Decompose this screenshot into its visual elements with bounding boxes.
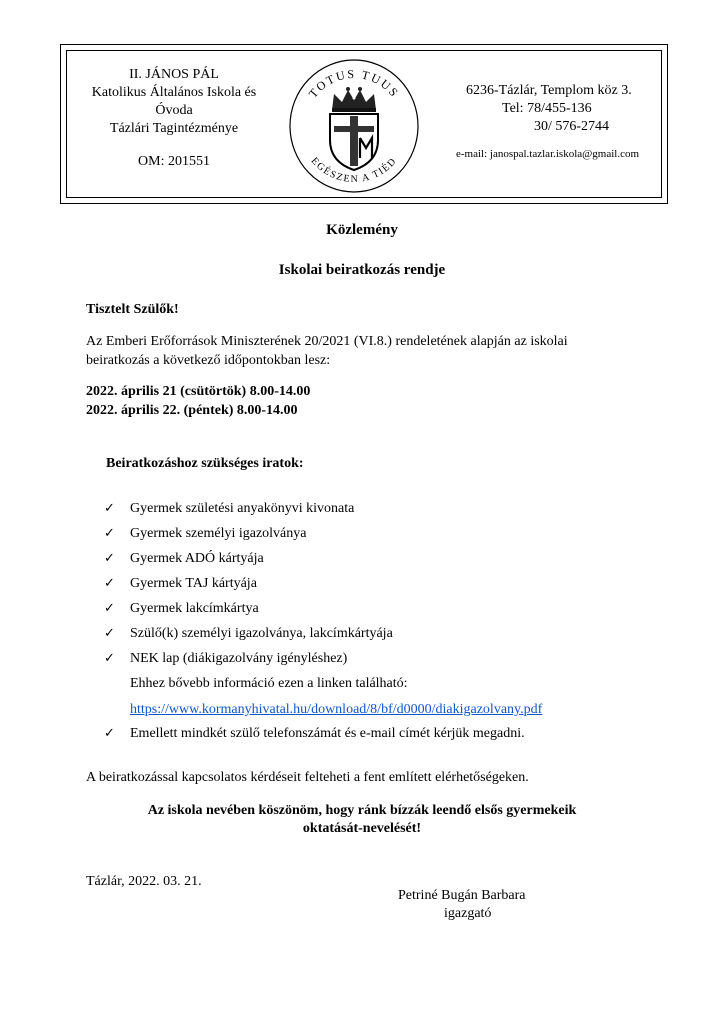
list-item xyxy=(104,650,393,675)
school-seal-icon xyxy=(286,54,422,194)
closing-line-1: Az iskola nevében köszönöm, hogy ránk bízzák leendő elsős gyermekeik xyxy=(147,803,577,818)
checkmark-icon: ✓ xyxy=(104,576,115,591)
closing-message xyxy=(0,802,724,838)
checkmark-icon: ✓ xyxy=(104,501,115,516)
seal-top-text: TOTUS TUUS xyxy=(305,66,403,101)
enrollment-dates xyxy=(86,382,310,420)
list-item xyxy=(104,600,393,625)
doc-label: Szülő(k) személyi igazolványa, lakcímkártyája xyxy=(130,626,393,641)
checkmark-icon: ✓ xyxy=(104,651,115,666)
phone-primary: Tel: 78/455-136 xyxy=(502,101,592,116)
school-line-1: II. JÁNOS PÁL xyxy=(129,67,219,82)
doc-label: Gyermek személyi igazolványa xyxy=(130,526,307,541)
svg-text:TOTUS TUUS xyxy=(306,67,402,101)
doc-label: Emellett mindkét szülő telefonszámát és e-mail címét kérjük megadni. xyxy=(130,726,525,741)
crown-icon xyxy=(332,87,376,112)
questions-note: A beiratkozással kapcsolatos kérdéseit felteheti a fent említett elérhetőségeken. xyxy=(86,770,529,785)
greeting: Tisztelt Szülők! xyxy=(86,302,179,317)
doc-label: NEK lap (diákigazolvány igényléshez) xyxy=(130,651,348,666)
list-item-last xyxy=(104,726,525,742)
seal-bottom-text: EGÉSZEN A TIÉD xyxy=(308,155,400,186)
date-1: 2022. április 21 (csütörtök) 8.00-14.00 xyxy=(86,384,311,399)
school-line-3: Óvoda xyxy=(155,103,193,118)
signer-name: Petriné Bugán Barbara xyxy=(398,888,526,903)
doc-label: Gyermek lakcímkártya xyxy=(130,601,259,616)
contact-block xyxy=(466,82,632,136)
info-note: Ehhez bővebb információ ezen a linken található: xyxy=(130,676,408,691)
checkmark-icon: ✓ xyxy=(104,601,115,616)
doc-label: Gyermek születési anyakönyvi kivonata xyxy=(130,501,355,516)
info-link[interactable]: https://www.kormanyhivatal.hu/download/8/bf/d0000/diakigazolvany.pdf xyxy=(130,702,543,717)
intro-line-1: Az Emberi Erőforrások Miniszterének 20/2021 (VI.8.) rendeletének alapján az iskolai xyxy=(86,334,568,349)
list-item xyxy=(104,575,393,600)
checkmark-icon: ✓ xyxy=(104,526,115,541)
required-docs-list xyxy=(104,500,393,675)
list-item xyxy=(104,500,393,525)
school-line-4: Tázlári Tagintézménye xyxy=(109,121,239,136)
doc-label: Gyermek ADÓ kártyája xyxy=(130,551,264,566)
intro-paragraph xyxy=(86,332,568,370)
shield-icon xyxy=(330,114,378,170)
list-item xyxy=(104,625,393,650)
document-subtitle: Iskolai beiratkozás rendje xyxy=(278,262,446,278)
intro-line-2: beiratkozás a következő időpontokban lesz: xyxy=(86,353,331,368)
doc-label: Gyermek TAJ kártyája xyxy=(130,576,257,591)
date-2: 2022. április 22. (péntek) 8.00-14.00 xyxy=(86,403,298,418)
list-item xyxy=(104,525,393,550)
school-line-2: Katolikus Általános Iskola és xyxy=(91,85,257,100)
closing-line-2: oktatását-nevelését! xyxy=(302,821,422,836)
checkmark-icon: ✓ xyxy=(104,626,115,641)
document-title: Közlemény xyxy=(326,222,398,238)
om-number: OM: 201551 xyxy=(138,154,210,169)
checkmark-icon: ✓ xyxy=(104,726,115,741)
address: 6236-Tázlár, Templom köz 3. xyxy=(466,83,632,98)
docs-heading: Beiratkozáshoz szükséges iratok: xyxy=(106,456,304,471)
school-name xyxy=(74,66,274,138)
email-address: e-mail: janospal.tazlar.iskola@gmail.com xyxy=(456,148,640,160)
list-item xyxy=(104,550,393,575)
signer-title: igazgató xyxy=(444,906,492,921)
phone-secondary: 30/ 576-2744 xyxy=(534,119,610,134)
checkmark-icon: ✓ xyxy=(104,551,115,566)
place-date: Tázlár, 2022. 03. 21. xyxy=(86,874,202,889)
